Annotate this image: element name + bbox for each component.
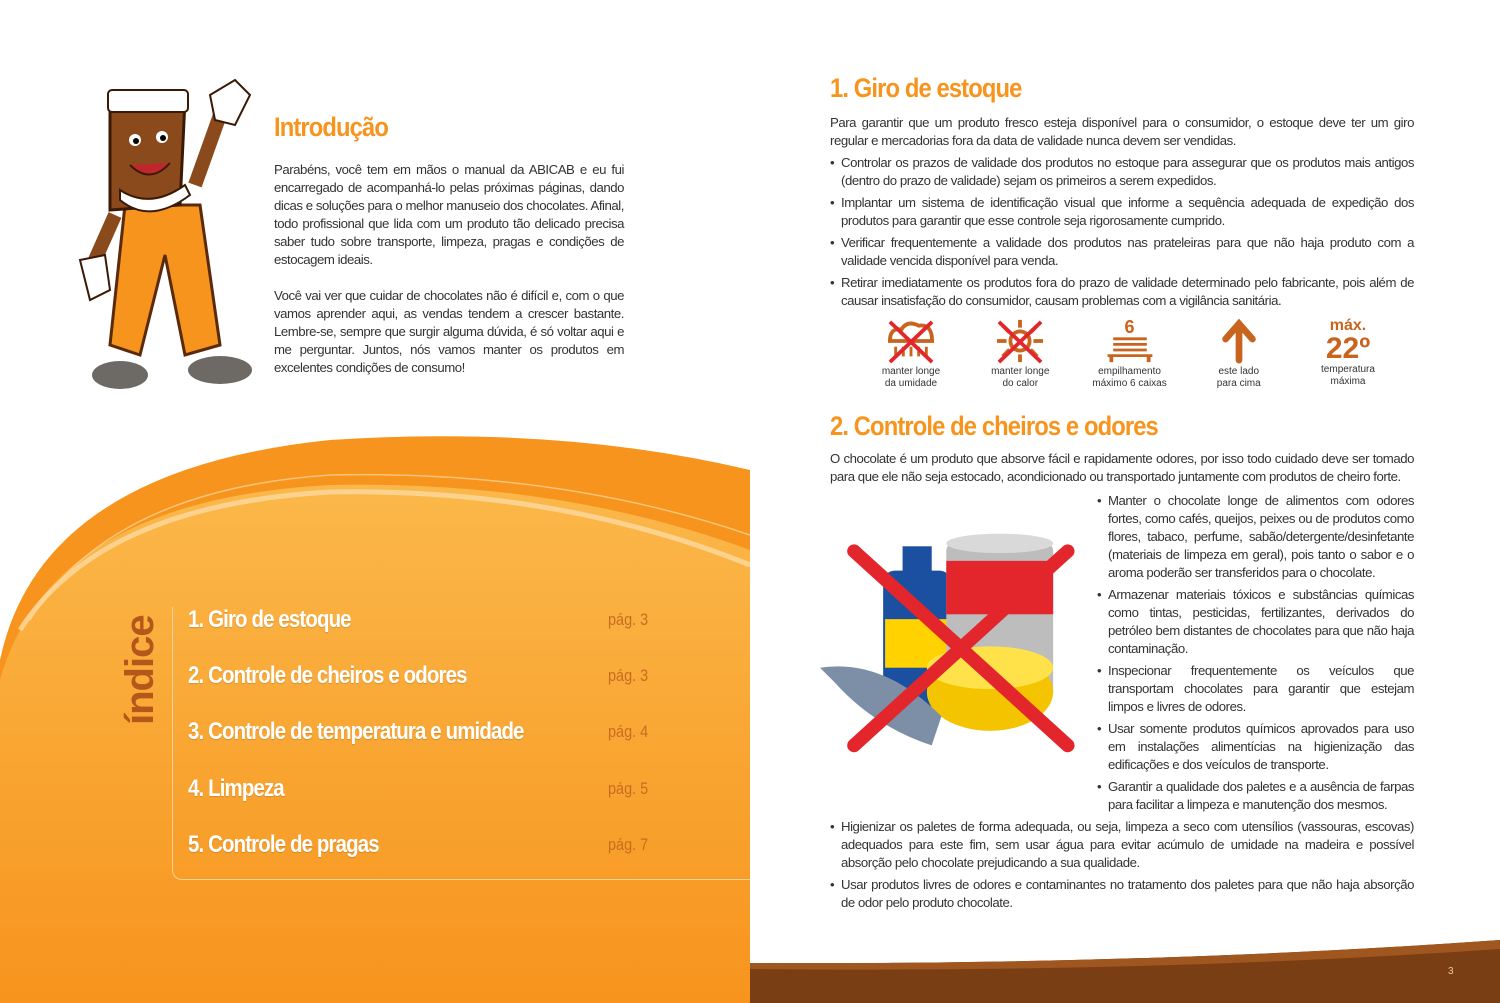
icon-label: manter longe (881, 366, 941, 377)
stacking-number: 6 (1124, 317, 1135, 337)
right-column (830, 72, 1414, 916)
mascot-illustration (70, 75, 260, 410)
this-side-up-icon (1193, 318, 1285, 390)
no-humidity-icon (865, 318, 957, 390)
icon-label: este lado (1218, 366, 1260, 377)
index-item-5[interactable]: 5. Controle de pragas pág. 7 (188, 831, 649, 858)
page-number: 3 (1448, 966, 1454, 977)
section2-intro: O chocolate é um produto que absorve fácil e rapidamente odores, por isso todo cuidado deve ser tomado para que ele não seja estocado, acondicionado ou transportado juntamente com produtos de cheiro forte. (830, 451, 1414, 484)
icon-label: empilhamento (1098, 366, 1161, 377)
max-temperature-value: 22º (1325, 332, 1371, 365)
section1-intro: Para garantir que um produto fresco esteja disponível para o consumidor, o estoque deve ter um giro regular e mercadorias fora da data de validade nunca devem ser vendidas. (830, 115, 1414, 148)
section2-bullet: • Higienizar os paletes de forma adequada, ou seja, limpeza a seco com utensílios (vassouras, escovas) adequados para este fim, sem usar água para evitar acúmulo de umidade na madeira e possível absorção pelo chocolate prejudicando a sua qualidade. (830, 818, 1414, 872)
section2-title: 2. Controle de cheiros e odores (830, 411, 1158, 441)
section2-side-bullet: • Usar somente produtos químicos aprovados para uso em instalações alimentícias na higienização das edificações e dos veículos de transporte. (1097, 720, 1414, 774)
max-label: máx. (1329, 317, 1367, 334)
index-item-2[interactable]: 2. Controle de cheiros e odores pág. 3 (188, 662, 649, 689)
section2-side-bullet: • Garantir a qualidade dos paletes e a ausência de farpas para facilitar a limpeza e manutenção dos mesmos. (1097, 778, 1414, 814)
section2-side-bullet: • Manter o chocolate longe de alimentos com odores fortes, como cafés, queijos, peixes ou de produtos como flores, tabaco, perfume, sabão/detergente/desinfetante (materiais de limpeza em geral), pois tanto o sabor e o aroma poderão ser transferidos para o chocolate. (1097, 492, 1414, 582)
section1-title: 1. Giro de estoque (830, 73, 1022, 103)
index-item-3[interactable]: 3. Controle de temperatura e umidade pág. 4 (188, 718, 649, 745)
index-title: índice (118, 615, 162, 725)
icon-label: para cima (1216, 378, 1261, 389)
no-heat-icon (974, 318, 1066, 390)
intro-paragraph: Parabéns, você tem em mãos o manual da ABICAB e eu fui encarregado de acompanhá-lo pelas próximas páginas, dando dicas e soluções para o melhor manuseio dos chocolates. Afinal, todo profissional que lida com um produto tão delicado precisa saber tudo sobre transporte, limpeza, pragas e condições de estocagem ideais. (274, 162, 624, 267)
icon-label: do calor (1002, 378, 1039, 389)
icon-label: máxima (1330, 376, 1366, 387)
icon-label: da umidade (884, 378, 938, 389)
no-strong-odors-illustration (815, 522, 1097, 760)
section1-bullet: • Controlar os prazos de validade dos produtos no estoque para assegurar que os produtos mais antigos (dentro do prazo de validade) sejam os primeiros a serem expedidos. (830, 154, 1414, 190)
section2-side-bullet: • Inspecionar frequentemente os veículos que transportam chocolates para garantir que estejam limpos e livres de odores. (1097, 662, 1414, 716)
index-item-4[interactable]: 4. Limpeza pág. 5 (188, 775, 649, 802)
section1-bullet: • Retirar imediatamente os produtos fora do prazo de validade determinado pelo fabricante, pois além de causar insatisfação do consumidor, causam problemas com a vigilância sanitária. (830, 274, 1414, 310)
icon-label: temperatura (1321, 364, 1375, 375)
index-item-1[interactable]: 1. Giro de estoque pág. 3 (188, 606, 649, 633)
max-temperature-icon (1302, 318, 1394, 390)
icon-label: manter longe (991, 366, 1050, 377)
section2-bullet: • Usar produtos livres de odores e contaminantes no tratamento dos paletes para que não haja absorção de odor pelo produto chocolate. (830, 876, 1414, 912)
section2-side-bullet: • Armazenar materiais tóxicos e substâncias químicas como tintas, pesticidas, fertilizantes, derivados do petróleo bem distantes de chocolates para que não haja contaminação. (1097, 586, 1414, 658)
section1-bullet: • Verificar frequentemente a validade dos produtos nas prateleiras para que não haja produto com a validade vencida disponível para venda. (830, 234, 1414, 270)
right-page (750, 0, 1500, 1003)
section2-side-block (830, 492, 1414, 818)
storage-icons-row (830, 318, 1414, 390)
stacking-limit-icon (1084, 318, 1176, 390)
icon-label: máximo 6 caixas (1092, 378, 1167, 389)
brown-wave-footer (750, 935, 1500, 1003)
intro-paragraph: Você vai ver que cuidar de chocolates não é difícil e, com o que vamos aprender aqui, as vendas tendem a crescer bastante. Lembre-se, sempre que surgir alguma dúvida, é só voltar aqui e me perguntar. Juntos, nós vamos manter os produtos em excelentes condições de consumo! (274, 288, 624, 375)
section1-bullet: • Implantar um sistema de identificação visual que informe a sequência adequada de expedição dos produtos para garantir que esse controle seja rigorosamente cumprido. (830, 194, 1414, 230)
intro-title: Introdução (274, 112, 388, 142)
